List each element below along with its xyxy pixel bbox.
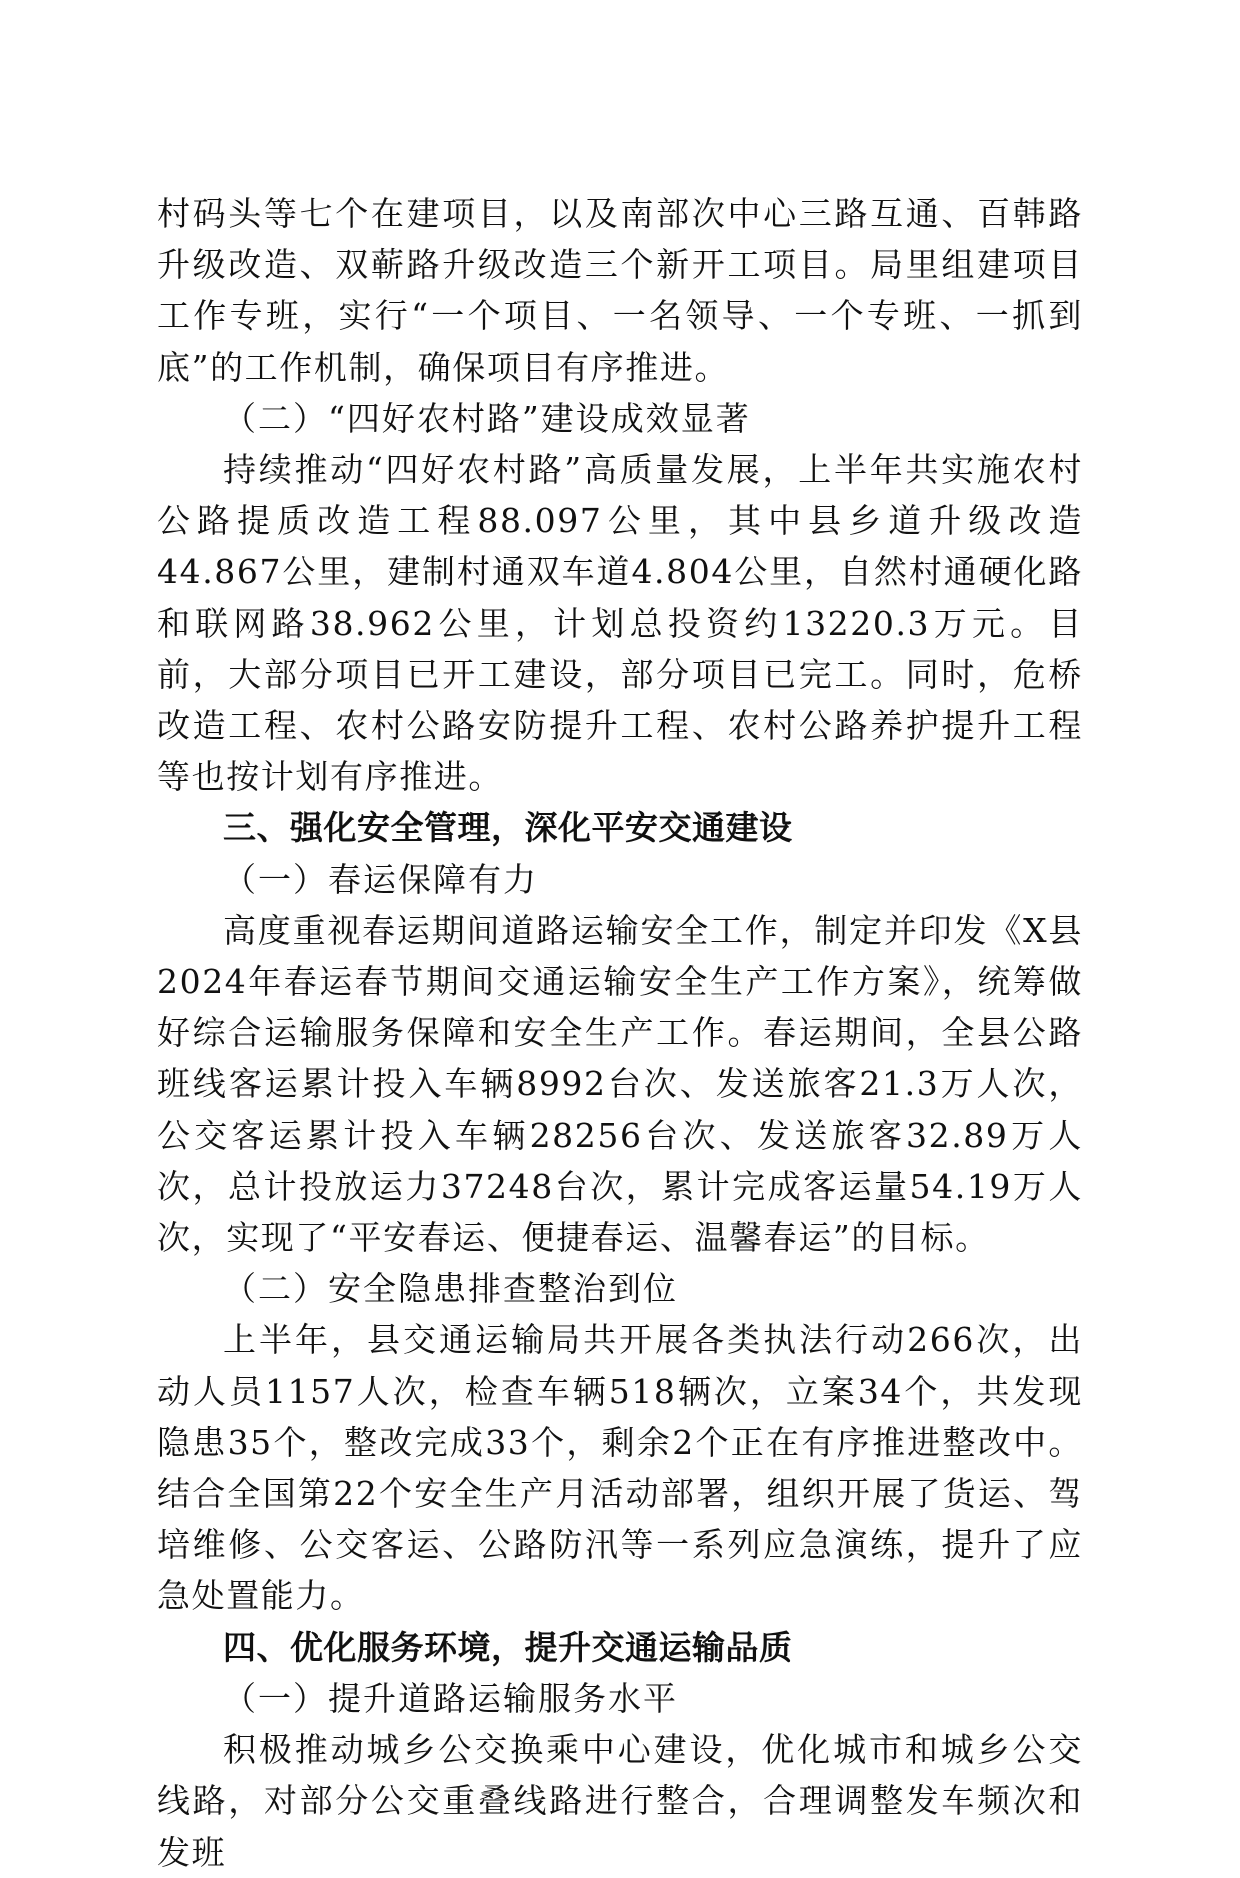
subheading-hazard-inspection: （二）安全隐患排查整治到位 bbox=[223, 1269, 678, 1309]
paragraph-road-service: 积极推动城乡公交换乘中心建设，优化城市和城乡公交线路，对部分公交重叠线路进行整合，合理调整发车频次和发班 bbox=[157, 1730, 1083, 1872]
subheading-rural-roads: （二）“四好农村路”建设成效显著 bbox=[223, 398, 751, 438]
heading-section-four: 四、优化服务环境，提升交通运输品质 bbox=[223, 1627, 793, 1667]
paragraph-hazard-inspection: 上半年，县交通运输局共开展各类执法行动266次，出动人员1157人次，检查车辆518辆次，立案34个，共发现隐患35个，整改完成33个，剩余2个正在有序推进整改中。结合全国第22个安全生产月活动部署，组织开展了货运、驾培维修、公交客运、公路防汛等一系列应急演练，提升了应急处置能力。 bbox=[157, 1320, 1083, 1616]
subheading-road-service: （一）提升道路运输服务水平 bbox=[223, 1678, 678, 1718]
paragraph-rural-roads: 持续推动“四好农村路”高质量发展，上半年共实施农村公路提质改造工程88.097公里，其中县乡道升级改造44.867公里，建制村通双车道4.804公里，自然村通硬化路和联网路38.962公里，计划总投资约13220.3万元。目前，大部分项目已开工建设，部分项目已完工。同时，危桥改造工程、农村公路安防提升工程、农村公路养护提升工程等也按计划有序推进。 bbox=[157, 450, 1083, 797]
heading-section-three: 三、强化安全管理，深化平安交通建设 bbox=[223, 808, 793, 848]
paragraph-project-continuation: 村码头等七个在建项目，以及南部次中心三路互通、百韩路升级改造、双蕲路升级改造三个新开工项目。局里组建项目工作专班，实行“一个项目、一名领导、一个专班、一抓到底”的工作机制，确保项目有序推进。 bbox=[157, 194, 1083, 387]
paragraph-spring-transport: 高度重视春运期间道路运输安全工作，制定并印发《X县2024年春运春节期间交通运输安全生产工作方案》，统筹做好综合运输服务保障和安全生产工作。春运期间，全县公路班线客运累计投入车辆8992台次、发送旅客21.3万人次，公交客运累计投入车辆28256台次、发送旅客32.89万人次，总计投放运力37248台次，累计完成客运量54.19万人次，实现了“平安春运、便捷春运、温馨春运”的目标。 bbox=[157, 910, 1083, 1258]
document-page bbox=[157, 188, 1083, 1878]
subheading-spring-transport: （一）春运保障有力 bbox=[223, 859, 538, 899]
